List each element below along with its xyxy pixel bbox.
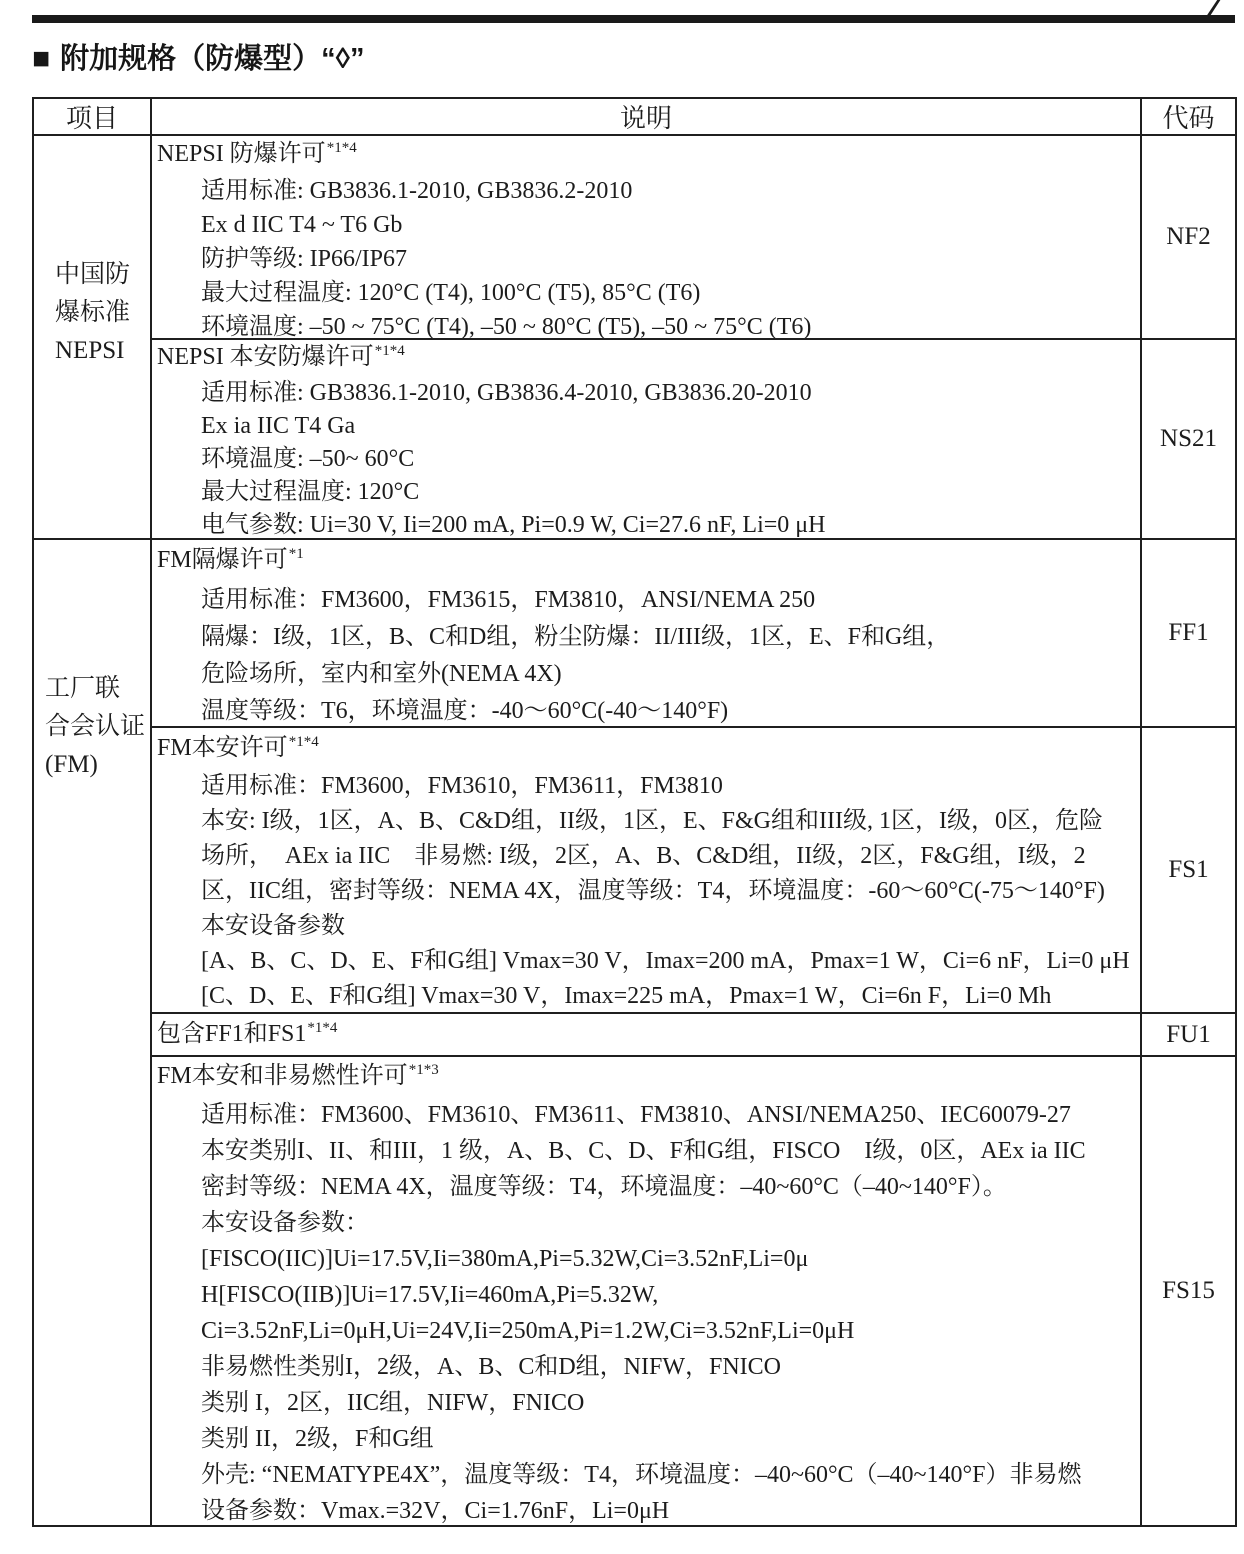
item-cell-nepsi bbox=[34, 136, 152, 540]
code-cell-ns21 bbox=[1142, 340, 1235, 540]
spec-title-text: NEPSI 防爆许可 bbox=[157, 141, 326, 167]
code-cell-fs15 bbox=[1142, 1057, 1235, 1525]
spec-line: 本安设备参数： bbox=[201, 1210, 369, 1236]
item-label-line: (FM) bbox=[45, 751, 98, 778]
spec-title bbox=[157, 137, 1140, 174]
code-value: NF2 bbox=[1166, 223, 1211, 250]
column-header-item: 项目 bbox=[34, 99, 152, 136]
spec-line: 区，IIC组，密封等级：NEMA 4X，温度等级：T4，环境温度：-60～60°C(-75～140°F) bbox=[201, 878, 1105, 904]
spec-line: 防护等级: IP66/IP67 bbox=[201, 246, 408, 272]
spec-line: 本安: I级，1区，A、B、C&D组，II级，1区，E、F&G组和III级, 1区，I级，0区，危险 bbox=[201, 808, 1103, 834]
code-value: NS21 bbox=[1160, 425, 1217, 452]
item-label-line: 合会认证 bbox=[45, 713, 146, 740]
spec-title-text: FM本安许可 bbox=[157, 735, 288, 761]
spec-title-text: FM隔爆许可 bbox=[157, 547, 288, 573]
spec-line: [A、B、C、D、E、F和G组] Vmax=30 V，Imax=200 mA，Pmax=1 W，Ci=6 nF，Li=0 μH bbox=[201, 948, 1130, 974]
spec-title-text: NEPSI 本安防爆许可 bbox=[157, 344, 374, 370]
item-label-line: NEPSI bbox=[55, 337, 125, 364]
code-value: FU1 bbox=[1166, 1020, 1211, 1048]
code-value: FF1 bbox=[1168, 619, 1209, 646]
spec-line: Ex ia IIC T4 Ga bbox=[201, 413, 356, 439]
section-marker-icon: ■ bbox=[32, 42, 57, 75]
spec-lines bbox=[157, 1097, 1140, 1525]
spec-line: 场所， AEx ia IIC 非易燃: I级，2区，A、B、C&D组，II级，2区，F&G组，I级，2 bbox=[201, 843, 1086, 869]
spec-line: 本安设备参数 bbox=[201, 913, 345, 939]
spec-line: 密封等级：NEMA 4X，温度等级：T4，环境温度：–40~60°C（–40~140°F）。 bbox=[201, 1174, 1007, 1200]
item-label-line: 中国防 bbox=[55, 261, 131, 288]
spec-line: 设备参数：Vmax.=32V，Ci=1.76nF，Li=0μH bbox=[201, 1498, 670, 1524]
spec-title bbox=[157, 341, 1140, 377]
spec-line: Ex d IIC T4 ~ T6 Gb bbox=[201, 212, 403, 238]
section-heading bbox=[32, 42, 364, 76]
spec-line: 危险场所，室内和室外(NEMA 4X) bbox=[201, 661, 562, 687]
spec-title-text: FM本安和非易燃性许可 bbox=[157, 1063, 408, 1089]
spec-title bbox=[157, 1058, 1140, 1097]
spec-lines bbox=[157, 582, 1140, 728]
spec-title-text: 包含FF1和FS1 bbox=[157, 1021, 307, 1047]
footnote-ref: *1*4 bbox=[374, 343, 405, 359]
spec-lines bbox=[157, 769, 1140, 1014]
spec-line: 适用标准: GB3836.1-2010, GB3836.2-2010 bbox=[201, 178, 633, 204]
spec-line: 适用标准：FM3600，FM3610，FM3611，FM3810 bbox=[201, 773, 723, 799]
spec-line: 最大过程温度: 120°C (T4), 100°C (T5), 85°C (T6) bbox=[201, 280, 701, 306]
column-header-description: 说明 bbox=[152, 99, 1142, 136]
item-label-line: 爆标准 bbox=[55, 299, 131, 326]
spec-line: 温度等级：T6，环境温度：-40～60°C(-40～140°F) bbox=[201, 698, 729, 724]
spec-line: 适用标准: GB3836.1-2010, GB3836.4-2010, GB3836.20-2010 bbox=[201, 380, 812, 406]
spec-desc-fu1 bbox=[152, 1014, 1142, 1057]
spec-line: 非易燃性类别I，2级，A、B、C和D组，NIFW，FNICO bbox=[201, 1354, 782, 1380]
spec-line: 类别 I，2区，IIC组，NIFW，FNICO bbox=[201, 1390, 585, 1416]
code-value: FS15 bbox=[1162, 1277, 1215, 1304]
spec-desc-fs15 bbox=[152, 1057, 1142, 1525]
spec-desc-nf2 bbox=[152, 136, 1142, 340]
spec-line: 环境温度: –50 ~ 75°C (T4), –50 ~ 80°C (T5), –50 ~ 75°C (T6) bbox=[201, 314, 812, 340]
spec-line: Ci=3.52nF,Li=0μH,Ui=24V,Ii=250mA,Pi=1.2W,Ci=3.52nF,Li=0μH bbox=[201, 1318, 855, 1344]
spec-line: H[FISCO(IIB)]Ui=17.5V,Ii=460mA,Pi=5.32W, bbox=[201, 1282, 659, 1308]
spec-desc-fs1 bbox=[152, 728, 1142, 1014]
footnote-ref: *1*4 bbox=[307, 1020, 338, 1036]
code-cell-fu1 bbox=[1142, 1014, 1235, 1057]
spec-line: [C、D、E、F和G组] Vmax=30 V，Imax=225 mA，Pmax=1 W，Ci=6n F，Li=0 Mh bbox=[201, 983, 1052, 1009]
spec-lines bbox=[157, 174, 1140, 340]
code-cell-ff1 bbox=[1142, 540, 1235, 728]
code-value: FS1 bbox=[1168, 856, 1209, 883]
spec-line: [FISCO(IIC)]Ui=17.5V,Ii=380mA,Pi=5.32W,Ci=3.52nF,Li=0μ bbox=[201, 1246, 809, 1272]
spec-line: 适用标准：FM3600、FM3610、FM3611、FM3810、ANSI/NEMA250、IEC60079-27 bbox=[201, 1102, 1071, 1128]
spec-desc-ns21 bbox=[152, 340, 1142, 540]
spec-line: 隔爆：I级，1区，B、C和D组，粉尘防爆：II/III级，1区，E、F和G组， bbox=[201, 624, 951, 650]
spec-line: 外壳: “NEMATYPE4X”，温度等级：T4，环境温度：–40~60°C（–40~140°F）非易燃 bbox=[201, 1462, 1082, 1488]
spec-title bbox=[157, 1015, 1140, 1057]
spec-line: 本安类别I、II、和III，1 级，A、B、C、D、F和G组，FISCO I级，0区，AEx ia IIC bbox=[201, 1138, 1086, 1164]
spec-table bbox=[32, 97, 1237, 1527]
spec-line: 环境温度: –50~ 60°C bbox=[201, 446, 415, 472]
footnote-ref: *1*4 bbox=[288, 734, 319, 750]
code-cell-fs1 bbox=[1142, 728, 1235, 1014]
spec-title bbox=[157, 731, 1140, 769]
item-label-line: 工厂联 bbox=[45, 675, 121, 702]
spec-line: 类别 II，2级，F和G组 bbox=[201, 1426, 434, 1452]
header-rule bbox=[32, 15, 1235, 23]
footnote-ref: *1*3 bbox=[408, 1062, 439, 1078]
item-cell-fm bbox=[34, 540, 152, 1525]
section-title: 附加规格（防爆型）“◊” bbox=[60, 43, 365, 75]
spec-line: 适用标准：FM3600，FM3615，FM3810，ANSI/NEMA 250 bbox=[201, 587, 816, 613]
spec-title bbox=[157, 542, 1140, 582]
column-header-code: 代码 bbox=[1142, 99, 1235, 136]
spec-line: 电气参数: Ui=30 V, Ii=200 mA, Pi=0.9 W, Ci=27.6 nF, Li=0 μH bbox=[201, 512, 826, 538]
spec-desc-ff1 bbox=[152, 540, 1142, 728]
footnote-ref: *1 bbox=[288, 546, 304, 562]
spec-line: 最大过程温度: 120°C bbox=[201, 479, 420, 505]
spec-lines bbox=[157, 377, 1140, 540]
code-cell-nf2 bbox=[1142, 136, 1235, 340]
footnote-ref: *1*4 bbox=[326, 140, 357, 156]
